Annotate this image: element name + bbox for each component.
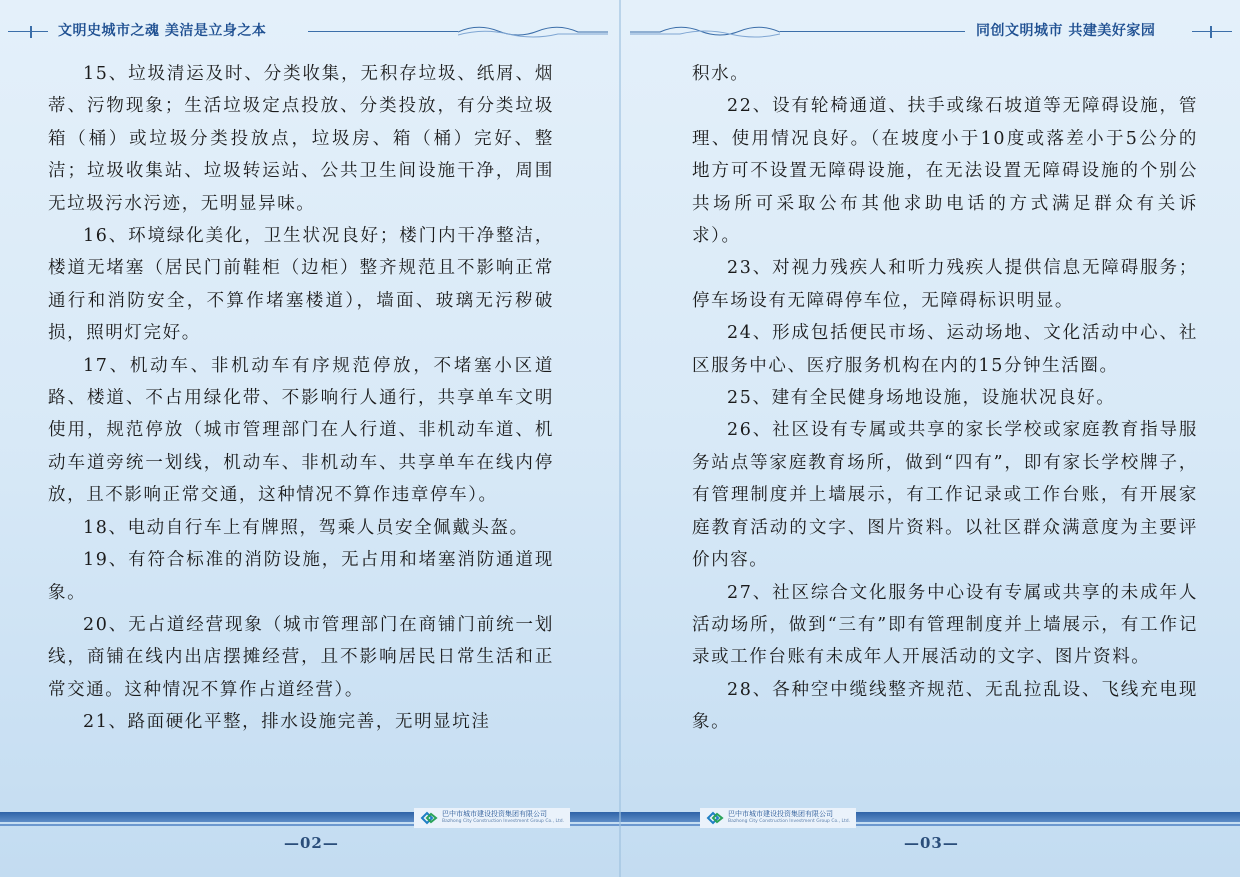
company-name-en: Bazhong City Construction Investment Group Co., Ltd. <box>442 819 564 824</box>
company-name-cn: 巴中市城市建设投资集团有限公司 <box>728 810 833 818</box>
paragraph: 19、有符合标准的消防设施，无占用和堵塞消防通道现象。 <box>48 550 554 603</box>
left-header-title: 文明史城市之魂 美洁是立身之本 <box>58 23 267 39</box>
page-gutter <box>619 0 621 877</box>
paragraph: 17、机动车、非机动车有序规范停放，不堵塞小区道路、楼道、不占用绿化带、不影响行人通行，共享单车文明使用，规范停放（城市管理部门在人行道、非机动车道、机动车道旁统一划线，机动车、非机动车、共享单车在线内停放，且不影响正常交通，这种情况不算作违章停车）。 <box>48 355 554 506</box>
header-rule <box>780 31 965 32</box>
company-name-cn: 巴中市城市建设投资集团有限公司 <box>442 810 547 818</box>
header-rule <box>308 31 458 32</box>
paragraph: 23、对视力残疾人和听力残疾人提供信息无障碍服务；停车场设有无障碍停车位，无障碍标识明显。 <box>692 258 1198 311</box>
header-tick <box>30 26 32 38</box>
paragraph: 25、建有全民健身场地设施，设施状况良好。 <box>727 388 1116 409</box>
header-rule <box>1192 31 1232 32</box>
header-rule <box>8 31 48 32</box>
page-number: —03— <box>904 834 959 852</box>
page-number: —02— <box>284 834 339 852</box>
paragraph: 18、电动自行车上有牌照，驾乘人员安全佩戴头盔。 <box>83 517 529 538</box>
right-header-title: 同创文明城市 共建美好家园 <box>976 23 1156 39</box>
paragraph: 28、各种空中缆线整齐规范、无乱拉乱设、飞线充电现象。 <box>692 679 1198 733</box>
paragraph-continuation: 积水。 <box>692 64 750 84</box>
right-body-text <box>692 58 1198 739</box>
footer-logo <box>414 808 570 828</box>
header-tick <box>1210 26 1212 38</box>
paragraph: 22、设有轮椅通道、扶手或缘石坡道等无障碍设施，管理、使用情况良好。（在坡度小于10度或落差小于5公分的地方可不设置无障碍设施，在无法设置无障碍设施的个别公共场所可采取公布其他求助电话的方式满足群众有关诉求）。 <box>692 96 1198 247</box>
company-name-en: Bazhong City Construction Investment Group Co., Ltd. <box>728 819 850 824</box>
paragraph: 20、无占道经营现象（城市管理部门在商铺门前统一划线，商铺在线内出店摆摊经营，且不影响居民日常生活和正常交通。这种情况不算作占道经营）。 <box>48 614 554 700</box>
left-footer <box>0 808 620 877</box>
right-header <box>620 14 1240 48</box>
right-page <box>620 0 1240 877</box>
left-body-text <box>48 58 554 739</box>
footer-company-name <box>442 810 564 826</box>
right-footer <box>620 808 1240 877</box>
footer-company-name <box>728 810 850 826</box>
paragraph: 21、路面硬化平整，排水设施完善，无明显坑洼 <box>83 712 491 733</box>
header-wave-ornament <box>458 23 608 41</box>
footer-logo <box>700 808 856 828</box>
paragraph: 16、环境绿化美化，卫生状况良好；楼门内干净整洁，楼道无堵塞（居民门前鞋柜（边柜）整齐规范且不影响正常通行和消防安全，不算作堵塞楼道），墙面、玻璃无污秽破损，照明灯完好。 <box>48 226 554 344</box>
paragraph: 27、社区综合文化服务中心设有专属或共享的未成年人活动场所，做到“三有”即有管理制度并上墙展示，有工作记录或工作台账有未成年人开展活动的文字、图片资料。 <box>692 582 1198 668</box>
company-logo-icon <box>420 811 438 825</box>
paragraph: 24、形成包括便民市场、运动场地、文化活动中心、社区服务中心、医疗服务机构在内的15分钟生活圈。 <box>692 323 1198 376</box>
left-header <box>0 14 620 48</box>
header-wave-ornament <box>630 23 780 41</box>
paragraph: 26、社区设有专属或共享的家长学校或家庭教育指导服务站点等家庭教育场所，做到“四有”，即有家长学校牌子，有管理制度并上墙展示，有工作记录或工作台账，有开展家庭教育活动的文字、图片资料。以社区群众满意度为主要评价内容。 <box>692 420 1198 571</box>
company-logo-icon <box>706 811 724 825</box>
paragraph: 15、垃圾清运及时、分类收集，无积存垃圾、纸屑、烟蒂、污物现象；生活垃圾定点投放、分类投放，有分类垃圾箱（桶）或垃圾分类投放点，垃圾房、箱（桶）完好、整洁；垃圾收集站、垃圾转运站、公共卫生间设施干净，周围无垃圾污水污迹，无明显异味。 <box>48 64 554 214</box>
